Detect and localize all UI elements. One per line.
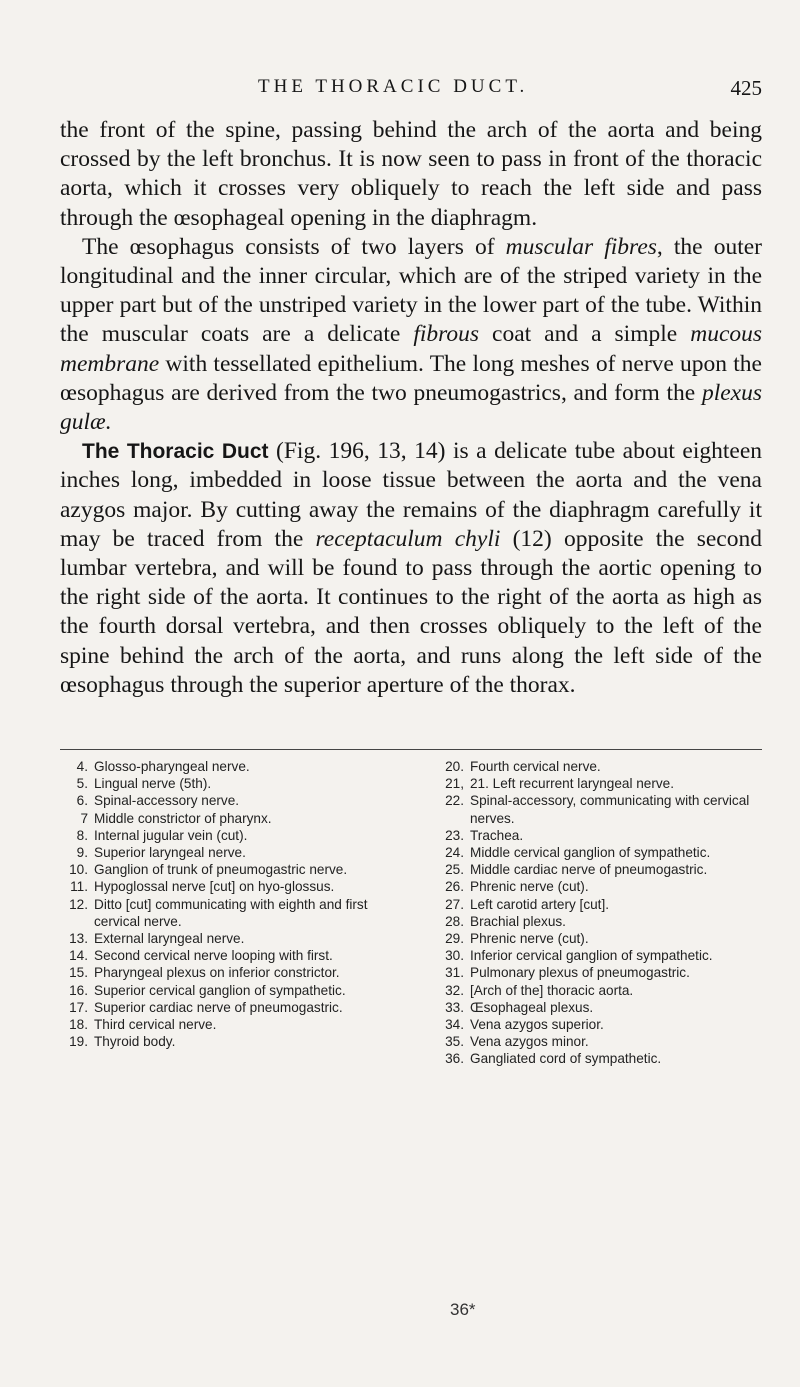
legend-divider xyxy=(60,749,762,750)
legend-entry xyxy=(60,1033,390,1050)
signature-mark: 36* xyxy=(450,1300,476,1319)
page-number: 425 xyxy=(730,76,762,100)
legend-entry-text: 21. Left recurrent laryngeal nerve. xyxy=(470,776,675,792)
legend-entry-number: 33. xyxy=(445,999,464,1015)
legend-column-right xyxy=(436,758,762,1068)
legend-entry-number: 30. xyxy=(445,948,464,964)
p2-emphasis-plexus-gulae: plexus gulæ. xyxy=(60,379,762,436)
legend-entry-text: Ganglion of trunk of pneumogastric nerve. xyxy=(94,862,348,878)
legend-entry-text: Ditto [cut] communicating with eighth and first cervical nerve. xyxy=(94,896,368,929)
legend-entry-text: [Arch of the] thoracic aorta. xyxy=(470,982,634,998)
legend-entry-text: Phrenic nerve (cut). xyxy=(470,931,589,947)
legend-entry-number: 28. xyxy=(445,913,464,929)
legend-entry xyxy=(436,861,762,878)
p2-emphasis-fibrous: fibrous xyxy=(413,321,480,348)
legend-entry-number: 13. xyxy=(69,931,88,947)
legend-entry xyxy=(60,792,390,809)
legend-entry-number: 11. xyxy=(70,879,88,895)
legend-entry xyxy=(60,844,390,861)
legend-entry xyxy=(436,964,762,981)
legend-entry-text: Middle constrictor of pharynx. xyxy=(94,810,272,826)
legend-entry-number: 9. xyxy=(76,845,88,861)
legend-entry-number: 35. xyxy=(445,1034,464,1050)
legend-entry xyxy=(436,947,762,964)
legend-entry xyxy=(60,896,390,930)
legend-entry xyxy=(436,827,762,844)
legend-entry-number: 16. xyxy=(69,982,88,998)
legend-entry xyxy=(60,827,390,844)
legend-entry xyxy=(60,930,390,947)
legend-entry xyxy=(436,930,762,947)
legend-entry-text: Trachea. xyxy=(470,827,524,843)
legend-entry-text: Lingual nerve (5th). xyxy=(94,776,212,792)
legend-entry-number: 34. xyxy=(445,1017,464,1033)
legend-entry-number: 19. xyxy=(69,1034,88,1050)
legend-entry xyxy=(60,878,390,895)
legend-entry-text: Brachial plexus. xyxy=(470,913,566,929)
paragraph-thoracic-duct xyxy=(60,437,762,700)
legend-entry xyxy=(436,775,762,792)
legend-entry-text: Gangliated cord of sympathetic. xyxy=(470,1051,662,1067)
legend-entry-text: Superior cardiac nerve of pneumogastric. xyxy=(94,999,343,1015)
legend-entry-number: 26. xyxy=(445,879,464,895)
legend-entry xyxy=(436,913,762,930)
legend-entry-text: Spinal-accessory, communicating with cervical nerves. xyxy=(470,793,750,826)
legend-entry-number: 10. xyxy=(69,862,88,878)
legend-column-left xyxy=(60,758,390,1050)
legend-entry-number: 14. xyxy=(69,948,88,964)
p3-text-b: (12) opposite the second lumbar vertebra, and will be found to pass through the aortic opening to the right side of the aorta. It continues to the right of the aorta as high as the fourth dorsal vertebra, and then crosses obliquely to the left of the spine behind the arch of the aorta, and runs along the left side of the œsophagus through the superior aperture of the thorax. xyxy=(60,525,762,698)
running-head xyxy=(60,76,762,102)
legend-entry-text: Pharyngeal plexus on inferior constrictor. xyxy=(94,965,340,981)
section-heading-thoracic-duct: The Thoracic Duct xyxy=(82,440,269,464)
legend-entry-number: 17. xyxy=(69,999,88,1015)
p3-text-a: (Fig. 196, 13, 14) is a delicate tube about eighteen inches long, imbedded in loose tissue between the aorta and the vena azygos major. By cutting away the remains of the diaphragm carefully it may be traced from the xyxy=(60,438,763,552)
legend-entry xyxy=(60,982,390,999)
legend-entry-number: 7 xyxy=(80,810,88,826)
legend-entry-text: Middle cervical ganglion of sympathetic. xyxy=(470,845,711,861)
legend-entry-text: Vena azygos superior. xyxy=(470,1017,604,1033)
legend-entry xyxy=(60,775,390,792)
legend-entry-number: 12. xyxy=(69,896,88,912)
legend-entry-number: 21, xyxy=(445,776,464,792)
legend-entry-number: 36. xyxy=(445,1051,464,1067)
legend-entry-text: Spinal-accessory nerve. xyxy=(94,793,240,809)
legend-entry-number: 5. xyxy=(76,776,88,792)
legend-entry-text: Third cervical nerve. xyxy=(94,1017,217,1033)
p2-emphasis-muscular-fibres: muscular fibres xyxy=(505,233,657,260)
legend-entry-number: 25. xyxy=(445,862,464,878)
legend-entry xyxy=(60,861,390,878)
legend-entry xyxy=(60,1016,390,1033)
p2-text-b: , the outer longitudinal and the inner circular, which are of the striped variety in the upper part but of the unstriped variety in the lower part of the tube. Within the muscular coats are a delicate xyxy=(60,233,762,348)
p2-emphasis-mucous-membrane: mucous membrane xyxy=(60,321,763,377)
legend-entry xyxy=(436,758,762,775)
legend-entry-number: 4. xyxy=(76,759,88,774)
legend-entry-text: Fourth cervical nerve. xyxy=(470,759,601,774)
legend-entry xyxy=(60,964,390,981)
paragraph-oesophagus xyxy=(60,233,762,437)
legend-entry xyxy=(60,758,390,775)
legend-entry-number: 8. xyxy=(76,827,88,843)
p2-text-d: with tessellated epithelium. The long meshes of nerve upon the œsophagus are derived from the two pneumogastrics, and form the xyxy=(60,350,762,406)
legend-entry-number: 18. xyxy=(69,1017,88,1033)
legend-entry-text: Glosso-pharyngeal nerve. xyxy=(94,759,250,774)
legend-entry xyxy=(436,1033,762,1050)
legend-entry-text: Superior cervical ganglion of sympathetic. xyxy=(94,982,346,998)
legend-entry xyxy=(436,844,762,861)
legend-entry-text: Vena azygos minor. xyxy=(470,1034,589,1050)
legend-entry xyxy=(436,1016,762,1033)
legend-entry-text: Pulmonary plexus of pneumogastric. xyxy=(470,965,690,981)
legend-entry-number: 15. xyxy=(69,965,88,981)
legend-entry xyxy=(436,982,762,999)
legend-entry-number: 24. xyxy=(445,845,464,861)
legend-entry xyxy=(60,810,390,827)
legend-entry-number: 22. xyxy=(445,793,464,809)
legend-entry-text: Inferior cervical ganglion of sympathetic. xyxy=(470,948,713,964)
legend-entry-text: Middle cardiac nerve of pneumogastric. xyxy=(470,862,708,878)
running-head-title: THE THORACIC DUCT. xyxy=(258,76,529,97)
legend-entry xyxy=(436,999,762,1016)
paragraph-1-text: the front of the spine, passing behind the arch of the aorta and being crossed by the left bronchus. It is now seen to pass in front of the thoracic aorta, which it crosses very obliquely to reach the left side and pass through the œsophageal opening in the diaphragm. xyxy=(60,117,762,231)
legend-entry-text: Phrenic nerve (cut). xyxy=(470,879,589,895)
legend-entry-text: Superior laryngeal nerve. xyxy=(94,845,246,861)
legend-entry xyxy=(436,792,762,826)
legend-entry-text: Second cervical nerve looping with first. xyxy=(94,948,333,964)
p3-emphasis-receptaculum-chyli: receptaculum chyli xyxy=(315,525,501,552)
legend-entry xyxy=(436,896,762,913)
legend-entry-number: 20. xyxy=(445,759,464,774)
legend-entry xyxy=(60,999,390,1016)
legend-entry-text: Œsophageal plexus. xyxy=(470,999,594,1015)
legend-entry xyxy=(436,878,762,895)
legend-entry-number: 6. xyxy=(76,793,88,809)
legend-entry xyxy=(436,1050,762,1067)
legend-entry-text: External laryngeal nerve. xyxy=(94,931,245,947)
body-text xyxy=(60,116,762,700)
legend-entry xyxy=(60,947,390,964)
legend-entry-number: 27. xyxy=(445,896,464,912)
paragraph-1 xyxy=(60,116,762,233)
p2-text-c: coat and a simple xyxy=(479,321,691,348)
legend-entry-number: 32. xyxy=(445,982,464,998)
legend-entry-number: 23. xyxy=(445,827,464,843)
legend-entry-number: 31. xyxy=(445,965,464,981)
legend-entry-text: Left carotid artery [cut]. xyxy=(470,896,610,912)
p2-text-a: The œsophagus consists of two layers of xyxy=(82,233,506,260)
legend-entry-number: 29. xyxy=(445,931,464,947)
legend-entry-text: Hypoglossal nerve [cut] on hyo-glossus. xyxy=(94,879,335,895)
legend-entry-text: Thyroid body. xyxy=(94,1034,176,1050)
legend-entry-text: Internal jugular vein (cut). xyxy=(94,827,248,843)
